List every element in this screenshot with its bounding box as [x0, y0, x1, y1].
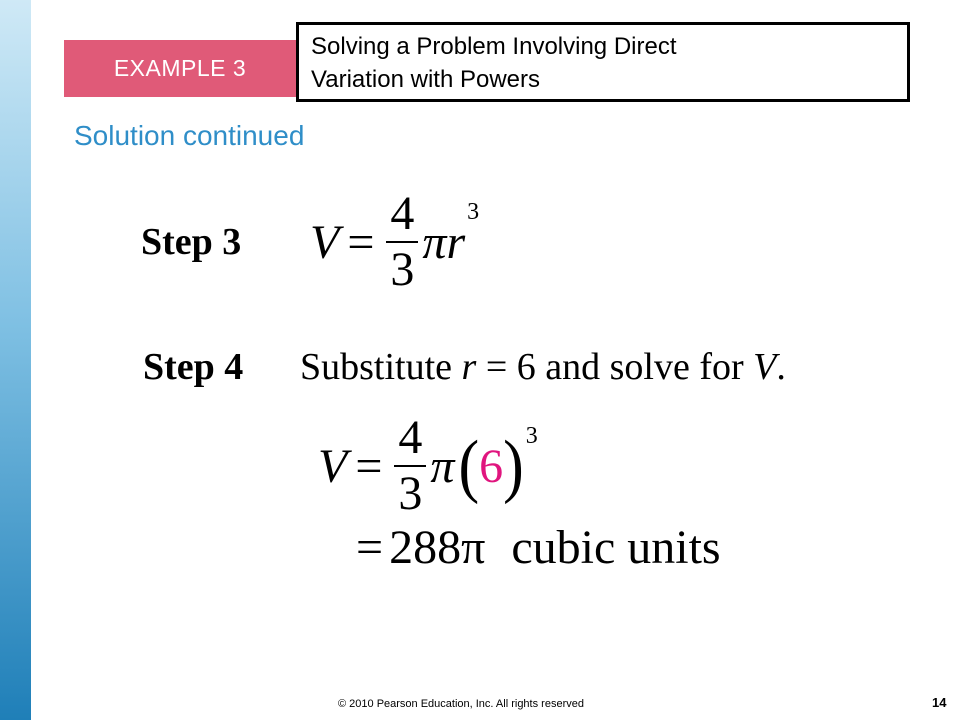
step4-denominator: 3 [398, 467, 423, 520]
step4-paren-close: ) [503, 426, 524, 506]
step4-label: Step 4 [143, 346, 244, 388]
step4-fraction [394, 411, 426, 520]
step3-label: Step 3 [141, 221, 242, 263]
result-equation [356, 520, 721, 575]
result-value: 288π [389, 521, 486, 574]
step3-exponent: 3 [467, 198, 480, 225]
step4-text-part1: Substitute [300, 346, 462, 388]
step4-lhs-var: V [318, 439, 348, 493]
result-units: cubic units [511, 521, 721, 574]
example-label-text: EXAMPLE 3 [113, 55, 247, 81]
example-label [64, 40, 296, 97]
step4-numerator: 4 [398, 411, 423, 464]
step4-equation [318, 411, 538, 520]
step3-numerator: 4 [390, 187, 415, 240]
decorative-side-bar [0, 0, 31, 720]
step4-text-var-r: r [461, 346, 477, 388]
slide-title-line1: Solving a Problem Involving Direct [311, 33, 677, 60]
step3-equals: = [347, 215, 375, 269]
step4-equals: = [355, 439, 383, 493]
step4-text-var-v: V [753, 346, 777, 388]
slide-title-box [296, 22, 910, 102]
step4-pi: π [430, 439, 455, 493]
step3-equation [310, 187, 480, 296]
copyright-footer: © 2010 Pearson Education, Inc. All rights reserved [338, 698, 584, 710]
step3-denominator: 3 [390, 243, 415, 296]
step4-instruction [300, 345, 786, 389]
slide-subtitle: Solution continued [74, 120, 305, 151]
step4-paren-open: ( [458, 426, 480, 506]
step3-pi: π [422, 215, 447, 269]
step4-text-part3: . [776, 346, 786, 388]
step4-exponent: 3 [525, 422, 538, 449]
step4-substituted-value: 6 [479, 439, 504, 493]
step4-text-part2: = 6 and solve for [476, 346, 754, 388]
step3-lhs-var: V [310, 215, 340, 269]
result-equals: = [356, 521, 384, 574]
slide-title-line2: Variation with Powers [311, 66, 540, 93]
page-number: 14 [932, 695, 947, 710]
step3-fraction [386, 187, 418, 296]
step3-var-r: r [446, 215, 466, 269]
